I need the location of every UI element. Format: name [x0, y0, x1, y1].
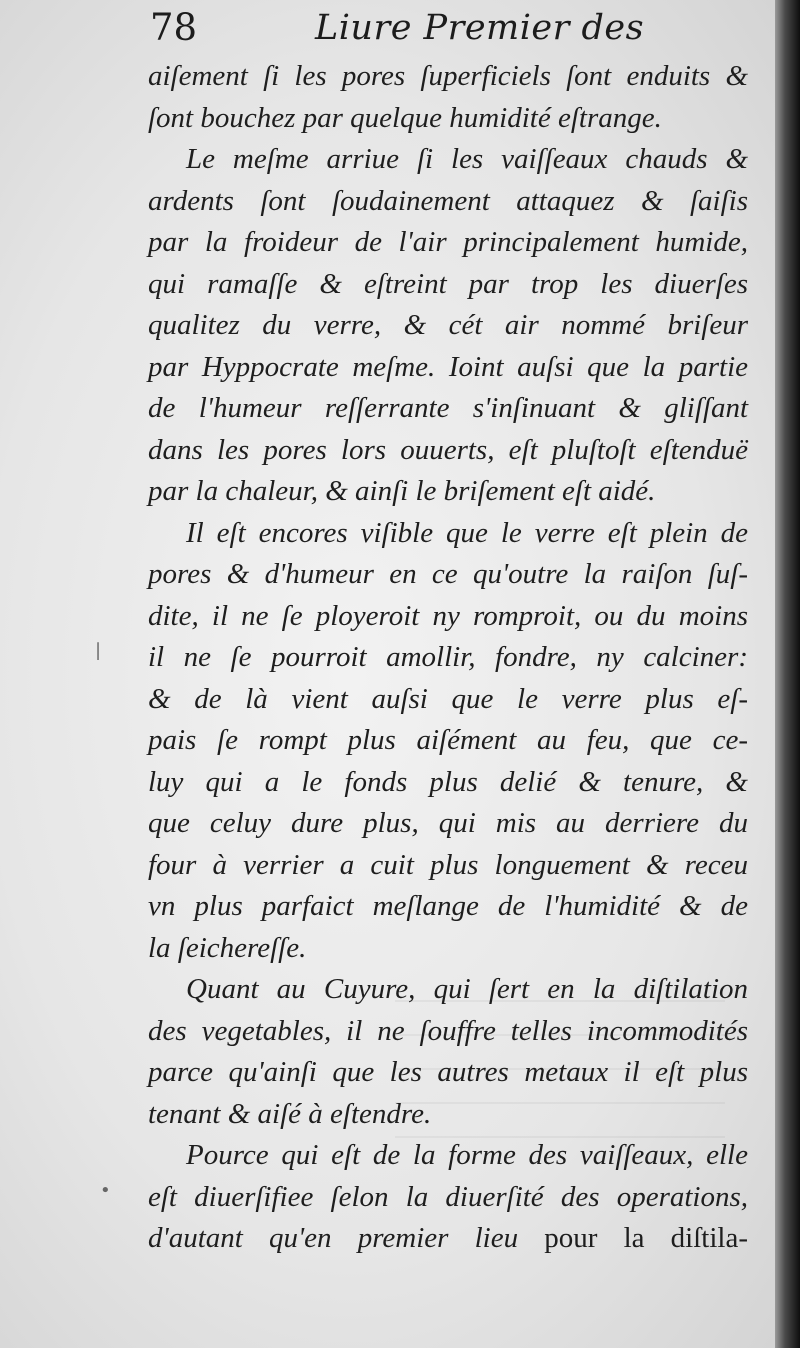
page-edge-shadow — [775, 0, 800, 1348]
page-header — [150, 6, 730, 56]
text-line: aiſement ſi les pores ſuperficiels ſont enduits & — [148, 60, 748, 92]
text-line: ſont bouchez par quelque humidité eſtrange. — [148, 101, 662, 134]
text-line: qualitez du verre, & cét air nommé briſeur — [148, 309, 748, 341]
text-line: la ſeichereſſe. — [148, 931, 307, 964]
running-head: Liure Premier des — [315, 8, 645, 48]
page-number: 78 — [150, 6, 198, 49]
text-line: il ne ſe pourroit amollir, fondre, ny calciner: — [148, 641, 748, 673]
text-line: qui ramaſſe & eſtreint par trop les diuerſes — [148, 267, 748, 300]
text-line: luy qui a le fonds plus delié & tenure, & — [148, 765, 748, 798]
text-line: Pource qui eſt de la forme des vaiſſeaux, elle — [186, 1139, 748, 1171]
text-line: pores & d'humeur en ce qu'outre la raiſon ſuſ- — [148, 558, 748, 590]
text-line: Quant au Cuyure, qui ſert en la diſtilation — [186, 973, 748, 1005]
text-line: parce qu'ainſi que les autres metaux il eſt plus — [148, 1056, 748, 1088]
text-line: Le meſme arriue ſi les vaiſſeaux chauds & — [186, 143, 748, 175]
text-line-roman-part: pour la diſtila- — [518, 1222, 748, 1254]
text-line: des vegetables, il ne ſouffre telles incommodités — [148, 1014, 748, 1047]
text-line: dans les pores lors ouuerts, eſt pluſtoſt eſtenduë — [148, 433, 748, 466]
text-line: par Hyppocrate meſme. Ioint auſsi que la partie — [148, 350, 748, 383]
text-line: four à verrier a cuit plus longuement & receu — [148, 848, 748, 881]
margin-mark: | — [95, 640, 102, 661]
text-line: dite, il ne ſe ployeroit ny romproit, ou du moins — [148, 599, 748, 632]
text-line: par la froideur de l'air principalement humide, — [148, 226, 748, 258]
text-line: vn plus parfaict meſlange de l'humidité & de — [148, 890, 748, 922]
body-text — [148, 56, 748, 1260]
text-line: & de là vient auſsi que le verre plus eſ- — [148, 682, 748, 715]
margin-mark: • — [100, 1180, 111, 1201]
text-line: de l'humeur reſſerrante s'inſinuant & gliſſant — [148, 392, 748, 424]
text-line: Il eſt encores viſible que le verre eſt plein de — [186, 516, 748, 549]
text-line: ardents ſont ſoudainement attaquez & ſaiſis — [148, 184, 748, 217]
text-line: pais ſe rompt plus aiſément au feu, que ce- — [148, 724, 748, 756]
text-line-italic-part: d'autant qu'en premier lieu — [148, 1222, 519, 1254]
text-line: tenant & aiſé à eſtendre. — [148, 1097, 432, 1130]
text-line: eſt diuerſifiee ſelon la diuerſité des operations, — [148, 1180, 748, 1213]
text-line: par la chaleur, & ainſi le briſement eſt aidé. — [148, 475, 656, 507]
text-line-last — [148, 1218, 748, 1260]
text-line: que celuy dure plus, qui mis au derriere du — [148, 807, 748, 839]
